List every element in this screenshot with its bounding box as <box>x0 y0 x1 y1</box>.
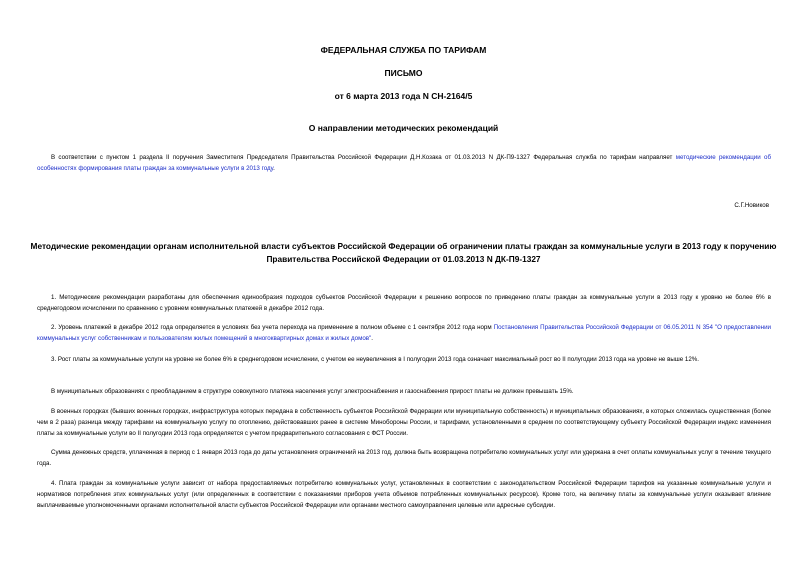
paragraph-6: Сумма денежных средств, уплаченная в период с 1 января 2013 года до даты установления ограничений на 2013 год, должна быть возвращена потребителю коммунальных услуг или удержана в счет оплаты коммунальных услуг в течение текущего года. <box>37 449 771 467</box>
document-date-number: от 6 марта 2013 года N СН-2164/5 <box>334 91 473 101</box>
document-type: ПИСЬМО <box>384 68 423 78</box>
paragraph-2-text: 2. Уровень платежей в декабре 2012 года определяется в условиях без учета перехода на применение в полном объеме с 1 сентября 2012 года норм <box>51 324 494 331</box>
paragraph-3: 3. Рост платы за коммунальные услуги на уровне не более 6% в среднегодовом исчислении, с учетом ее неувеличения в I полугодии 2013 года означает максимальный рост во II полугодии 2013 года на уровне не выше 12%. <box>51 356 700 363</box>
paragraph-1: 1. Методические рекомендации разработаны для обеспечения единообразия подходов субъектов Российской Федерации к решению вопросов по приведению платы граждан за коммунальные услуги в 2013 году к уровню не более 6% в среднегодовом исчислении по сравнению с уровнем коммунальных платежей в декабре 2012 года. <box>37 294 771 312</box>
paragraph-5: В военных городках (бывших военных городках, инфраструктура которых передана в собственность субъектов Российской Федерации или муниципальную собственность) и муниципальных образованиях, в которых сложилась существенная (более чем в 2 раза) разница между тарифами на коммунальную услугу по отоплению, действовавших ранее в системе Минобороны России, и тарифами, установленными в среднем по соответствующему субъекту Российской Федерации индекс изменения платы за коммунальные услуги во II полугодии 2013 года определяется с учетом предварительного согласования с ФСТ России. <box>37 408 771 437</box>
paragraph-2 <box>37 322 771 344</box>
paragraph-2-end: . <box>371 335 373 342</box>
resolution-354-link[interactable]: Постановления Правительства Российской Федерации от 06.05.2011 N 354 "О предоставлении коммунальных услуг собственникам и пользователям жилых помещений в многоквартирных домах и жилых домов" <box>37 324 771 342</box>
paragraph-7: 4. Плата граждан за коммунальные услуги зависит от набора предоставляемых потребителю коммунальных услуг, установленных в соответствии с законодательством Российской Федерации тарифов на указанные коммунальные услуги и нормативов потребления этих коммунальных услуг (или определенных в соответствии с показаниями приборов учета объемов потребленных коммунальных ресурсов). Кроме того, на величину платы за коммунальные услуги оказывает влияние выплачиваемые уполномоченными органами исполнительной власти субъектов Российской Федерации или органами местного самоуправления целевые или адресные субсидии. <box>37 480 771 509</box>
document-subject: О направлении методических рекомендаций <box>308 123 499 133</box>
signature: С.Г.Новиков <box>734 202 769 209</box>
letter-body <box>37 152 771 174</box>
agency-title: ФЕДЕРАЛЬНАЯ СЛУЖБА ПО ТАРИФАМ <box>320 45 487 55</box>
recommendations-link[interactable]: методические рекомендации об особенностях формирования платы граждан за коммунальные услуги в 2013 году <box>37 154 771 172</box>
letter-body-end: . <box>273 165 275 172</box>
recommendations-title: Методические рекомендации органам исполнительной власти субъектов Российской Федерации об ограничении платы граждан за коммунальные услуги в 2013 году к поручению Правительства Российской Федерации от 01.03.2013 N ДК-П9-1327 <box>30 241 777 264</box>
letter-body-text: В соответствии с пунктом 1 раздела II поручения Заместителя Председателя Правительства Российской Федерации Д.Н.Козака от 01.03.2013 N ДК-П9-1327 Федеральная служба по тарифам направляет <box>51 154 676 161</box>
paragraph-4: В муниципальных образованиях с преобладанием в структуре совокупного платежа населения услуг электроснабжения и газоснабжения прирост платы не должен превышать 15%. <box>51 388 574 395</box>
